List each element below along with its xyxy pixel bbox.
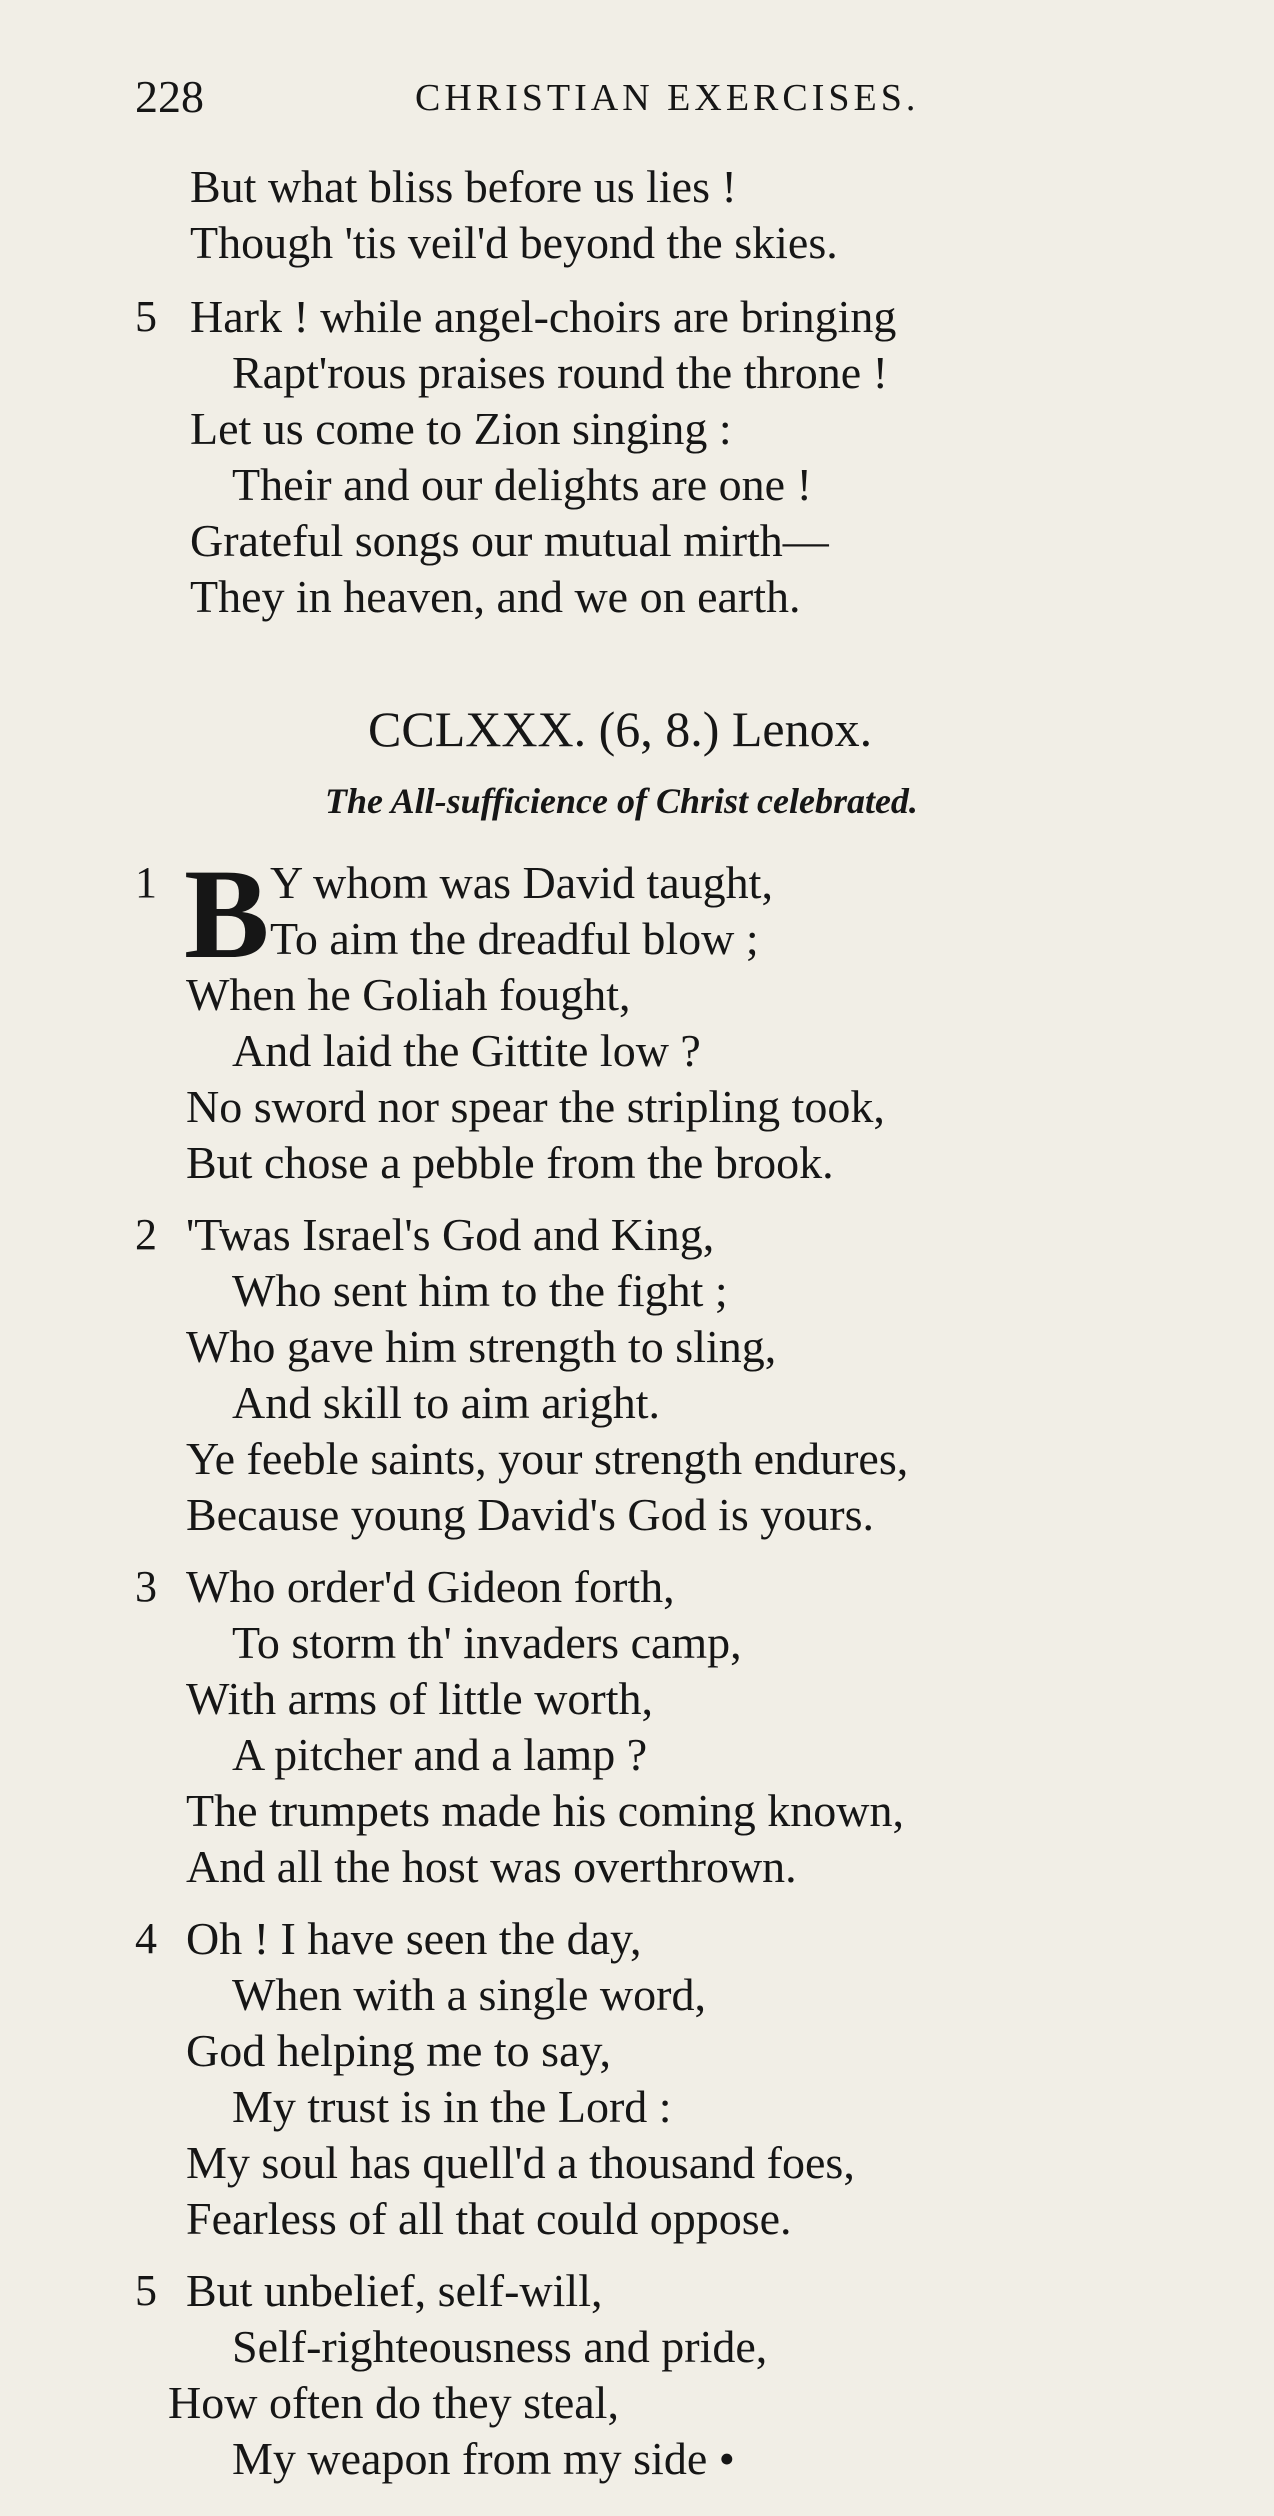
verse-1-line-3: When he Goliah fought, (186, 969, 631, 1020)
verse-3-line-3: With arms of little worth, (186, 1673, 654, 1724)
verse-3-line-1: Who order'd Gideon forth, (186, 1561, 675, 1612)
page-number: 228 (135, 71, 204, 122)
verse-1-line-1: Y whom was David taught, (270, 857, 773, 908)
verse-5-line-2: Self-righteousness and pride, (232, 2321, 768, 2372)
prev-verse-5-line-3: Let us come to Zion singing : (190, 403, 732, 454)
verse-1-number: 1 (135, 858, 157, 907)
verse-4-line-4: My trust is in the Lord : (232, 2081, 672, 2132)
verse-2-number: 2 (135, 1210, 157, 1259)
verse-2-line-2: Who sent him to the fight ; (232, 1265, 728, 1316)
prev-verse-5-line-4: Their and our delights are one ! (232, 459, 812, 510)
hymn-title: CCLXXX. (6, 8.) Lenox. (368, 701, 873, 757)
verse-3-line-6: And all the host was overthrown. (186, 1841, 797, 1892)
running-head: CHRISTIAN EXERCISES. (415, 77, 920, 119)
prev-verse-5-line-1: Hark ! while angel-choirs are bringing (190, 291, 897, 342)
prev-verse-5-number: 5 (135, 292, 157, 341)
hymn-subtitle: The All-sufficience of Christ celebrated. (325, 781, 918, 821)
verse-5-line-3: How often do they steal, (168, 2377, 619, 2428)
prev-line-1: But what bliss before us lies ! (190, 161, 737, 212)
verse-3-number: 3 (135, 1562, 157, 1611)
prev-verse-5-line-2: Rapt'rous praises round the throne ! (232, 347, 888, 398)
verse-4-line-6: Fearless of all that could oppose. (186, 2193, 792, 2244)
verse-5-number: 5 (135, 2266, 157, 2315)
verse-2-line-1: 'Twas Israel's God and King, (186, 1209, 715, 1260)
verse-1-line-6: But chose a pebble from the brook. (186, 1137, 834, 1188)
page-header (135, 62, 1015, 132)
verse-3-line-4: A pitcher and a lamp ? (232, 1729, 648, 1780)
verse-2-line-3: Who gave him strength to sling, (186, 1321, 777, 1372)
verse-2-line-5: Ye feeble saints, your strength endures, (186, 1433, 909, 1484)
verse-5-line-1: But unbelief, self-will, (186, 2265, 603, 2316)
verse-4-line-1: Oh ! I have seen the day, (186, 1913, 642, 1964)
verse-3-line-5: The trumpets made his coming known, (186, 1785, 904, 1836)
prev-verse-5-line-6: They in heaven, and we on earth. (190, 571, 801, 622)
verse-1-line-2: To aim the dreadful blow ; (270, 913, 759, 964)
verse-1-line-5: No sword nor spear the stripling took, (186, 1081, 885, 1132)
prev-verse-5-line-5: Grateful songs our mutual mirth— (190, 515, 829, 566)
verse-4-line-5: My soul has quell'd a thousand foes, (186, 2137, 855, 2188)
verse-5-line-4: My weapon from my side • (232, 2433, 735, 2484)
verse-2-line-6: Because young David's God is yours. (186, 1489, 874, 1540)
drop-cap: B (184, 843, 270, 985)
verse-2-line-4: And skill to aim aright. (232, 1377, 661, 1428)
verse-4-number: 4 (135, 1914, 157, 1963)
verse-3-line-2: To storm th' invaders camp, (232, 1617, 742, 1668)
verse-1-line-4: And laid the Gittite low ? (232, 1025, 701, 1076)
verse-4-line-2: When with a single word, (232, 1969, 706, 2020)
verse-4-line-3: God helping me to say, (186, 2025, 612, 2076)
prev-line-2: Though 'tis veil'd beyond the skies. (190, 217, 838, 268)
